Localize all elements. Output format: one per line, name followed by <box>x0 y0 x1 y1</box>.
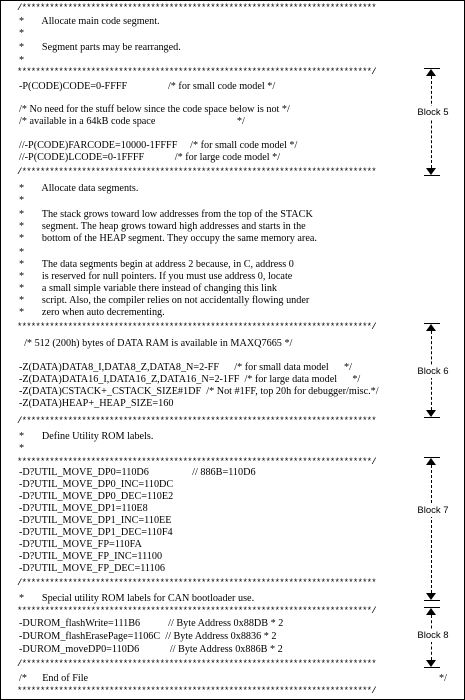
comment-separator: *****************************************************************************/ <box>17 322 376 332</box>
code-line: -D?UTIL_MOVE_FP=110FA <box>19 539 142 550</box>
bracket-up-arrow <box>426 458 436 465</box>
code-line: -Z(DATA)HEAP+_HEAP_SIZE=160 <box>19 398 174 409</box>
code-line: //-P(CODE)LCODE=0-1FFFF /* for large code model */ <box>19 152 281 163</box>
comment-close: */ <box>439 673 447 684</box>
code-line: -DUROM_flashErasePage=1106C // Byte Address 0x8836 * 2 <box>19 631 277 642</box>
comment-line: * The data segments begin at address 2 because, in C, address 0 <box>19 259 294 270</box>
comment-separator: /***************************************************************************** <box>17 3 376 13</box>
bracket-bottom-tick <box>424 175 440 176</box>
comment-line: * <box>19 247 25 258</box>
bracket-bottom-tick <box>424 600 440 601</box>
comment-line: * <box>19 28 25 39</box>
comment-separator: *****************************************************************************/ <box>17 686 376 696</box>
bracket-down-arrow <box>426 660 436 667</box>
comment-separator: *****************************************************************************/ <box>17 457 376 467</box>
comment-line: * <box>19 55 25 66</box>
bracket-up-arrow <box>426 324 436 331</box>
code-line: -D?UTIL_MOVE_DP0=110D6 // 886B=110D6 <box>19 467 256 478</box>
code-line: -D?UTIL_MOVE_DP1=110E8 <box>19 503 148 514</box>
code-line: -D?UTIL_MOVE_DP1_INC=110EE <box>19 515 172 526</box>
bracket-line <box>431 465 432 593</box>
code-line: -D?UTIL_MOVE_FP_INC=11100 <box>19 551 163 562</box>
code-line: -P(CODE)CODE=0-FFFF /* for small code model */ <box>19 81 276 92</box>
bracket-bottom-tick <box>424 667 440 668</box>
code-line: -D?UTIL_MOVE_DP1_DEC=110F4 <box>19 527 173 538</box>
comment-line: * script. Also, the compiler relies on not accidentally flowing under <box>19 295 310 306</box>
block-8-label: Block 8 <box>413 629 453 642</box>
bracket-up-arrow <box>426 69 436 76</box>
bracket-up-arrow <box>426 608 436 615</box>
bracket-bottom-tick <box>424 417 440 418</box>
code-line: -DUROM_moveDP0=110D6 // Byte Address 0x886B * 2 <box>19 644 283 655</box>
code-line: -Z(DATA)CSTACK+_CSTACK_SIZE#1DF /* Not #1FF, top 20h for debugger/misc.*/ <box>19 386 379 397</box>
end-of-file-comment: /* End of File <box>19 673 89 684</box>
comment-line: * is reserved for null pointers. If you must use address 0, locate <box>19 271 293 282</box>
comment-separator: /***************************************************************************** <box>17 578 376 588</box>
code-line: /* No need for the stuff below since the code space below is not */ <box>19 104 290 115</box>
code-line: /* available in a 64kB code space */ <box>19 116 245 127</box>
bracket-line <box>431 76 432 168</box>
block-6-label: Block 6 <box>413 365 453 378</box>
comment-line: * Special utility ROM labels for CAN bootloader use. <box>19 593 255 604</box>
comment-line: * Allocate data segments. <box>19 183 139 194</box>
block-5-label: Block 5 <box>413 106 453 119</box>
comment-line: * bottom of the HEAP segment. They occupy the same memory area. <box>19 233 317 244</box>
bracket-down-arrow <box>426 593 436 600</box>
code-line: //-P(CODE)FARCODE=10000-1FFFF /* for small code model */ <box>19 140 298 151</box>
comment-line: * <box>19 443 25 454</box>
bracket-down-arrow <box>426 410 436 417</box>
comment-separator: *****************************************************************************/ <box>17 67 376 77</box>
comment-line: * Define Utility ROM labels. <box>19 431 154 442</box>
comment-separator: /***************************************************************************** <box>17 659 376 669</box>
code-line: -D?UTIL_MOVE_FP_DEC=11106 <box>19 563 165 574</box>
code-line: -Z(DATA)DATA8_I,DATA8_Z,DATA8_N=2-FF /* for small data model */ <box>19 362 352 373</box>
comment-separator: /***************************************************************************** <box>17 416 376 426</box>
comment-line: * segment. The heap grows toward high addresses and starts in the <box>19 221 306 232</box>
comment-separator: *****************************************************************************/ <box>17 606 376 616</box>
code-line: /* 512 (200h) bytes of DATA RAM is available in MAXQ7665 */ <box>19 338 293 349</box>
code-line: -D?UTIL_MOVE_DP0_DEC=110E2 <box>19 491 174 502</box>
code-line: -Z(DATA)DATA16_I,DATA16_Z,DATA16_N=2-1FF /* for large data model */ <box>19 374 361 385</box>
code-line: -DUROM_flashWrite=111B6 // Byte Address 0x88DB * 2 <box>19 618 284 629</box>
comment-separator: /***************************************************************************** <box>17 167 376 177</box>
comment-line: * The stack grows toward low addresses from the top of the STACK <box>19 209 313 220</box>
comment-line: * zero when auto decrementing. <box>19 307 165 318</box>
block-7-label: Block 7 <box>413 504 453 517</box>
comment-line: * a small simple variable there instead of changing this link <box>19 283 278 294</box>
comment-line: * Allocate main code segment. <box>19 16 160 27</box>
code-line: -D?UTIL_MOVE_DP0_INC=110DC <box>19 479 174 490</box>
comment-line: * <box>19 195 25 206</box>
comment-line: * Segment parts may be rearranged. <box>19 42 181 53</box>
bracket-down-arrow <box>426 168 436 175</box>
